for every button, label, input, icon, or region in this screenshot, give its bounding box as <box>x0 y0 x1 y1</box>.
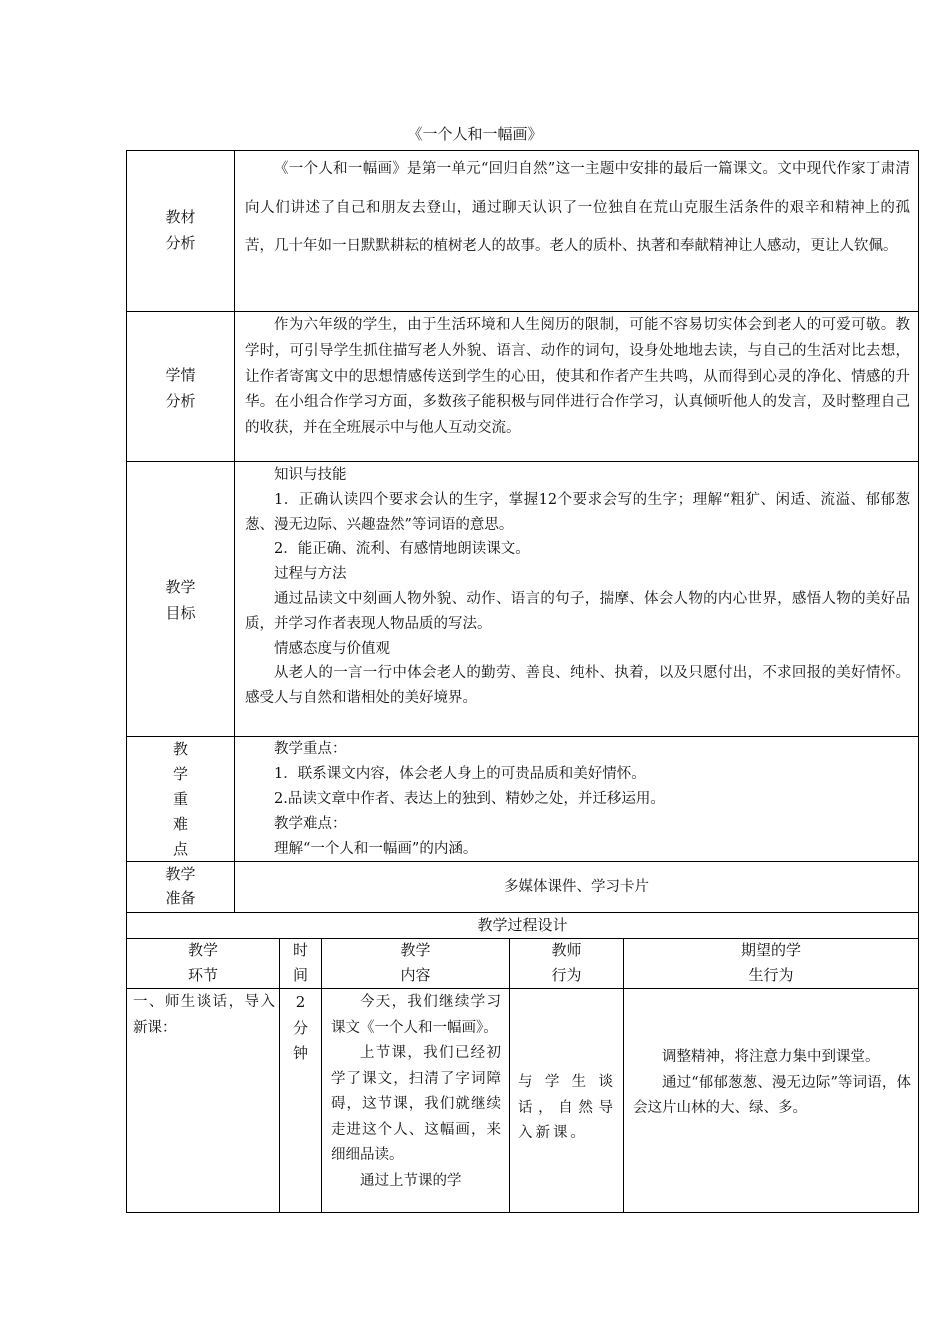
prep-label: 教学 准备 <box>165 865 196 907</box>
goal-item-2: 2．能正确、流利、有感情地朗读课文。 <box>274 541 530 558</box>
col-header-student: 期望的学 生行为 <box>740 941 801 984</box>
row1-time: 2 分 钟 <box>292 993 308 1062</box>
goal-item-4: 从老人的一言一行中体会老人的勤劳、善良、纯朴、执着，以及只愿付出，不求回报的美好情怀。感受人与自然和谐相处的美好境界。 <box>245 665 910 707</box>
difficulty-1: 理解“一个人和一幅画”的内涵。 <box>274 841 478 857</box>
goals-text <box>245 463 910 711</box>
goal-item-3: 通过品读文中刻画人物外貌、动作、语言的句子，揣摩、体会人物的内心世界，感悟人物的美好品质，并学习作者表现人物品质的写法。 <box>245 590 910 632</box>
material-analysis-text: 《一个人和一幅画》是第一单元“回归自然”这一主题中安排的最后一篇课文。文中现代作家丁肃清向人们讲述了自己和朋友去登山，通过聊天认识了一位独自在荒山克服生活条件的艰辛和精神上的孤苦，几十年如一日默默耕耘的植树老人的故事。老人的质朴、执著和奉献精神让人感动，更让人钦佩。 <box>245 161 910 254</box>
col-header-content: 教学 内容 <box>400 941 431 984</box>
keypoints-text <box>245 737 910 862</box>
row1-stage: 一、师生谈话，导入新课： <box>133 994 275 1036</box>
row1-student: 调整精神，将注意力集中到课堂。 通过“郁郁葱葱、漫无边际”等词语，体会这片山林的大、绿、多。 <box>633 1049 911 1116</box>
keypoint-2: 2.品读文章中作者、表达上的独到、精妙之处，并迁移运用。 <box>274 791 665 807</box>
process-header: 教学过程设计 <box>477 916 568 934</box>
keypoints-heading-difficulty: 教学难点： <box>274 816 347 832</box>
row1-content: 今天，我们继续学习课文《一个人和一幅画》。 上节课，我们已经初学了课文，扫清了字词障碍，这节课，我们就继续走进这个人、这幅画，来细细品读。 通过上节课的学 <box>331 994 501 1189</box>
goal-heading-attitude: 情感态度与价值观 <box>274 640 390 657</box>
document-title: 《一个人和一幅画》 <box>407 125 543 143</box>
keypoints-heading-focus: 教学重点： <box>274 741 347 757</box>
students-label: 学情 分析 <box>165 366 196 410</box>
keypoint-1: 1．联系课文内容，体会老人身上的可贵品质和美好情怀。 <box>274 766 646 782</box>
col-header-time: 时 间 <box>292 941 308 984</box>
goals-label: 教学 目标 <box>165 578 196 622</box>
prep-text: 多媒体课件、学习卡片 <box>504 879 649 895</box>
goal-heading-knowledge: 知识与技能 <box>274 467 347 483</box>
goal-heading-process: 过程与方法 <box>274 566 347 583</box>
students-analysis-text: 作为六年级的学生，由于生活环境和人生阅历的限制，可能不容易切实体会到老人的可爱可敬。教学时，可引导学生抓住描写老人外貌、语言、动作的词句，设身处地地去读，与自己的生活对比去想，让作者寄寓文中的思想情感传送到学生的心田，使其和作者产生共鸣，从而得到心灵的净化、情感的升华。在小组合作学习方面，多数孩子能积极与同伴进行合作学习，认真倾听他人的发言，及时整理自己的收获，并在全班展示中与他人互动交流。 <box>245 317 910 437</box>
keypoints-label: 教 学 重 难 点 <box>172 740 188 858</box>
goal-item-1: 1．正确认读四个要求会认的生字，掌握12个要求会写的生字；理解“粗犷、闲适、流溢、郁郁葱葱、漫无边际、兴趣盎然”等词语的意思。 <box>245 491 910 533</box>
col-header-stage: 教学 环节 <box>187 941 218 984</box>
material-label: 教材 分析 <box>165 208 196 252</box>
col-header-teacher: 教师 行为 <box>551 941 582 984</box>
row1-teacher: 与学生谈话，自然导入新课。 <box>518 1074 616 1141</box>
